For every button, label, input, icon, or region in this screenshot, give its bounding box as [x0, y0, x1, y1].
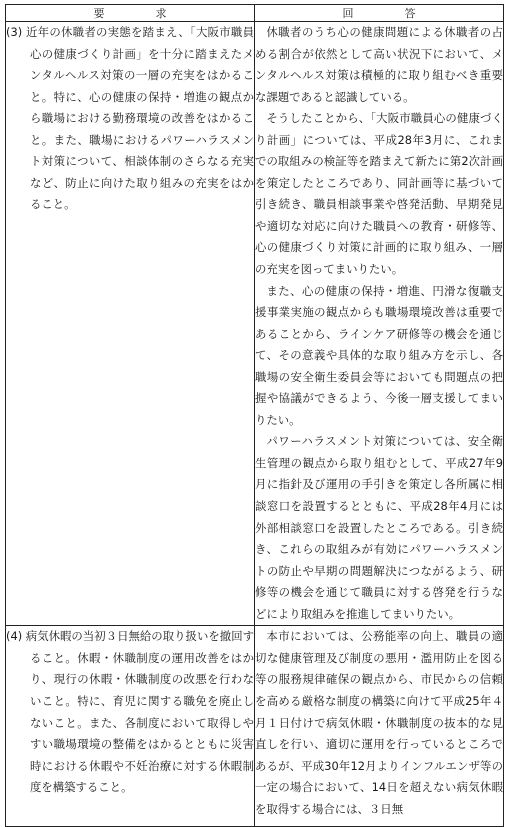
- request-cell: [6, 22, 255, 626]
- header-answer: 回 答: [255, 5, 504, 22]
- answer-cell: [255, 22, 504, 626]
- header-request: 要 求: [6, 5, 255, 22]
- answer-paragraph: そうしたことから、「大阪市職員心の健康づくり計画」については、平成28年3月に、これまでの取組みの検証等を踏まえて新たに第2次計画を策定したところであり、同計画等に基づいて引き続き、職員相談事業や啓発活動、早期発見や適切な対応に向けた職員への教育・研修等、心の健康づくり対策に計画的に取り組み、一層の充実を図ってまいりたい。: [255, 111, 503, 277]
- answer-paragraph: 本市においては、公務能率の向上、職員の適切な健康管理及び制度の悪用・濫用防止を図る等の服務規律確保の観点から、市民からの信頼を高める厳格な制度の構築に向けて平成25年４月１日付けで病気休暇・休職制度の抜本的な見直しを行い、適切に運用を行っているところであるが、平成30年12月よりインフルエンザ等の一定の場合において、14日を超えない病気休暇を取得する場合には、３日無: [255, 629, 503, 816]
- answer-cell: [255, 626, 504, 827]
- request-text: (3) 近年の休職者の実態を踏まえ、「大阪市職員心の健康づくり計画」を十分に踏まえたメンタルヘルス対策の一層の充実をはかること。特に、心の健康の保持・増進の観点から職場における勤務環境の改善をはかること。また、職場におけるパワーハラスメント対策について、相談体制のさらなる充実など、防止に向けた取り組みの充実をはかること。: [6, 25, 254, 212]
- table-header-row: [6, 5, 504, 22]
- answer-paragraph: また、心の健康の保持・増進、円滑な復職支援事業実施の観点からも職場環境改善は重要であることから、ラインケア研修等の機会を通じて、その意義や具体的な取り組み方を示し、各職場の安全衛生委員会等においても問題点の把握や協議ができるよう、今後一層支援してまいりたい。: [255, 283, 503, 427]
- answer-paragraph: パワーハラスメント対策については、安全衛生管理の観点から取り組むとして、平成27年9月に指針及び運用の手引きを策定し各所属に相談窓口を設置するとともに、平成28年4月には外部相談窓口を設置したところである。引き続き、これらの取組みが有効にパワーハラスメントの防止や早期の問題解決につながるよう、研修等の機会を通じて職員に対する啓発を行うなどにより取組みを推進してまいりたい。: [255, 434, 503, 621]
- answer-paragraph: 休職者のうち心の健康問題による休職者の占める割合が依然として高い状況下において、メンタルヘルス対策は積極的に取り組むべき重要な課題であると認識している。: [255, 25, 503, 104]
- request-cell: [6, 626, 255, 827]
- table-row: [6, 22, 504, 626]
- request-answer-table: [5, 4, 504, 827]
- request-text: (4) 病気休暇の当初３日無給の取り扱いを撤回すること。休暇・休職制度の運用改善をはかり、現行の休暇・休職制度の改悪を行わないこと。特に、育児に関する職免を廃止しないこと。また、各制度において取得しやすい職場環境の整備をはかるとともに災害時における休暇や不妊治療に対する休暇制度を構築すること。: [6, 629, 254, 795]
- table-row: [6, 626, 504, 827]
